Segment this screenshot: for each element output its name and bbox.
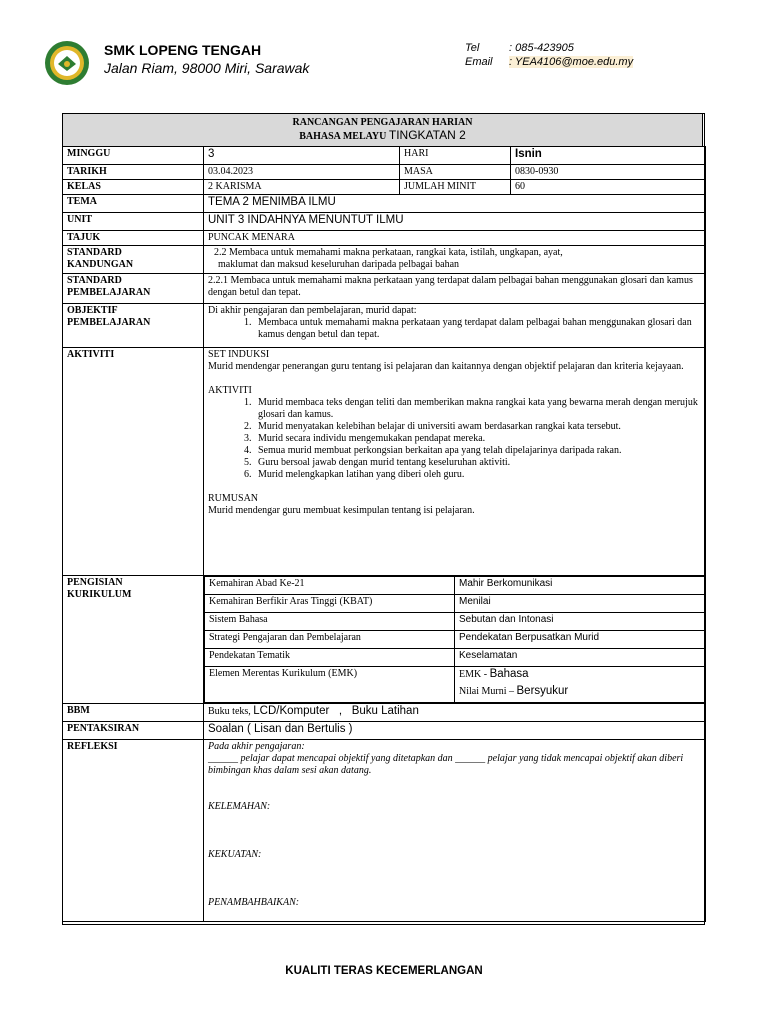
- kelas-value: 2 KARISMA: [204, 180, 400, 195]
- minit-value: 60: [511, 180, 706, 195]
- pengisian-value: Sebutan dan Intonasi: [455, 613, 705, 631]
- bbm-value: [204, 704, 706, 722]
- lesson-plan-table: [62, 146, 706, 922]
- objektif-label: [63, 304, 204, 348]
- pengisian-key: Pendekatan Tematik: [205, 649, 455, 667]
- pengisian-content: [204, 576, 706, 704]
- title-form: TINGKATAN 2: [388, 128, 466, 142]
- sk-label-line1: STANDARD: [67, 247, 122, 258]
- email-value[interactable]: : YEA4106@moe.edu.my: [509, 56, 634, 68]
- kelemahan-label: KELEMAHAN:: [208, 801, 271, 812]
- pengisian-key: Strategi Pengajaran dan Pembelajaran: [205, 631, 455, 649]
- pentaksiran-label: PENTAKSIRAN: [63, 722, 204, 740]
- minit-label: JUMLAH MINIT: [400, 180, 511, 195]
- obj-label-line1: OBJEKTIF: [67, 305, 118, 316]
- unit-label: UNIT: [63, 213, 204, 231]
- penambahbaikan-label: PENAMBAHBAIKAN:: [208, 897, 300, 908]
- refleksi-content: [204, 740, 706, 922]
- set-induksi-text: Murid mendengar penerangan guru tentang isi pelajaran dan kaitannya dengan objektif pelajaran dan kriteria kejayaan.: [208, 361, 684, 372]
- tajuk-value: PUNCAK MENARA: [204, 231, 706, 246]
- tema-label: TEMA: [63, 195, 204, 213]
- pengisian-value: Keselamatan: [455, 649, 705, 667]
- standard-kandungan-text: [204, 246, 706, 274]
- nilai-murni-label: Nilai Murni –: [459, 686, 517, 697]
- bbm-items: LCD/Komputer , Buku Latihan: [253, 705, 419, 717]
- masa-label: MASA: [400, 165, 511, 180]
- school-name: SMK LOPENG TENGAH: [104, 42, 262, 58]
- sk-text-line1: 2.2 Membaca untuk memahami makna perkataan, rangkai kata, istilah, ungkapan, ayat,: [214, 247, 563, 258]
- contact-email: [465, 56, 633, 68]
- tel-label: Tel: [465, 42, 480, 54]
- refleksi-intro: Pada akhir pengajaran:: [208, 741, 305, 752]
- pengisian-value: Pendekatan Berpusatkan Murid: [455, 631, 705, 649]
- lesson-plan-title: [62, 113, 703, 147]
- set-induksi-label: SET INDUKSI: [208, 349, 270, 360]
- title-line1: RANCANGAN PENGAJARAN HARIAN: [292, 117, 473, 128]
- title-subject: BAHASA MELAYU: [299, 131, 387, 142]
- standard-pembelajaran-text: 2.2.1 Membaca untuk memahami makna perkataan yang terdapat dalam pelbagai bahan menggunakan glosari dan kamus dengan betul dan tepat.: [204, 274, 706, 304]
- emk-bahasa: Bahasa: [489, 668, 529, 680]
- aktiviti-sub-label: AKTIVITI: [208, 385, 252, 396]
- pengisian-key: Kemahiran Abad Ke-21: [205, 577, 455, 595]
- school-logo: [44, 40, 90, 86]
- obj-intro: Di akhir pengajaran dan pembelajaran, murid dapat:: [208, 305, 417, 316]
- pengisian-key: Kemahiran Berfikir Aras Tinggi (KBAT): [205, 595, 455, 613]
- pengisian-value: Mahir Berkomunikasi: [455, 577, 705, 595]
- aktiviti-item: 4. Semua murid membuat perkongsian berkaitan apa yang telah dipelajarinya daripada rakan.: [254, 445, 701, 457]
- standard-kandungan-label: [63, 246, 204, 274]
- tajuk-label: TAJUK: [63, 231, 204, 246]
- footer-motto: KUALITI TERAS KECEMERLANGAN: [285, 965, 483, 977]
- objektif-text: [204, 304, 706, 348]
- pengisian-key: Sistem Bahasa: [205, 613, 455, 631]
- hari-value: Isnin: [511, 147, 706, 165]
- kelas-label: KELAS: [63, 180, 204, 195]
- bbm-buku-teks: Buku teks,: [208, 706, 254, 717]
- refleksi-text: ______ pelajar dapat mencapai objektif yang ditetapkan dan ______ pelajar yang tidak mencapai objektif akan diberi bimbingan khas dalam sesi akan datang.: [208, 753, 684, 776]
- unit-value: UNIT 3 INDAHNYA MENUNTUT ILMU: [204, 213, 706, 231]
- aktiviti-item: 6. Murid melengkapkan latihan yang diberi oleh guru.: [254, 469, 701, 481]
- tema-value: TEMA 2 MENIMBA ILMU: [204, 195, 706, 213]
- pengisian-label-line1: PENGISIAN: [67, 577, 123, 588]
- aktiviti-item: 2. Murid menyatakan kelebihan belajar di universiti awam berdasarkan rangkai kata tersebut.: [254, 421, 701, 433]
- masa-value: 0830-0930: [511, 165, 706, 180]
- obj-item: 1. Membaca untuk memahami makna perkataan yang terdapat dalam pelbagai bahan menggunakan glosari dan kamus dengan betul dan tepat.: [254, 317, 701, 341]
- pengisian-label: [63, 576, 204, 704]
- aktiviti-item: 1. Murid membaca teks dengan teliti dan memberikan makna rangkai kata yang bewarna merah dengan merujuk glosari dan kamus.: [254, 397, 701, 421]
- standard-pembelajaran-label: [63, 274, 204, 304]
- aktiviti-item: 5. Guru bersoal jawab dengan murid tentang keseluruhan aktiviti.: [254, 457, 701, 469]
- minggu-value: 3: [204, 147, 400, 165]
- obj-label-line2: PEMBELAJARAN: [67, 317, 151, 328]
- aktiviti-item: 3. Murid secara individu mengemukakan pendapat mereka.: [254, 433, 701, 445]
- sk-label-line2: KANDUNGAN: [67, 259, 134, 270]
- pengisian-value: Menilai: [455, 595, 705, 613]
- nilai-murni-value: Bersyukur: [516, 685, 569, 697]
- tel-value: : 085-423905: [509, 42, 574, 54]
- rumusan-label: RUMUSAN: [208, 493, 259, 504]
- contact-tel: [465, 42, 574, 54]
- aktiviti-label: AKTIVITI: [63, 348, 204, 576]
- tarikh-label: TARIKH: [63, 165, 204, 180]
- school-address: Jalan Riam, 98000 Miri, Sarawak: [104, 60, 310, 76]
- hari-label: HARI: [400, 147, 511, 165]
- kekuatan-label: KEKUATAN:: [208, 849, 262, 860]
- sp-label-line2: PEMBELAJARAN: [67, 287, 151, 298]
- pengisian-label-line2: KURIKULUM: [67, 589, 132, 600]
- pengisian-table: [204, 576, 705, 703]
- email-label: Email: [465, 56, 493, 68]
- aktiviti-content: [204, 348, 706, 576]
- rumusan-text: Murid mendengar guru membuat kesimpulan tentang isi pelajaran.: [208, 505, 475, 516]
- sk-text-line2: maklumat dan maksud keseluruhan daripada pelbagai bahan: [218, 259, 460, 270]
- emk-label: EMK -: [459, 669, 490, 680]
- minggu-label: MINGGU: [63, 147, 204, 165]
- refleksi-label: REFLEKSI: [63, 740, 204, 922]
- sp-label-line1: STANDARD: [67, 275, 122, 286]
- tarikh-value: 03.04.2023: [204, 165, 400, 180]
- emk-value: [455, 667, 705, 703]
- emk-key: Elemen Merentas Kurikulum (EMK): [205, 667, 455, 703]
- bbm-label: BBM: [63, 704, 204, 722]
- pentaksiran-value: Soalan ( Lisan dan Bertulis ): [204, 722, 706, 740]
